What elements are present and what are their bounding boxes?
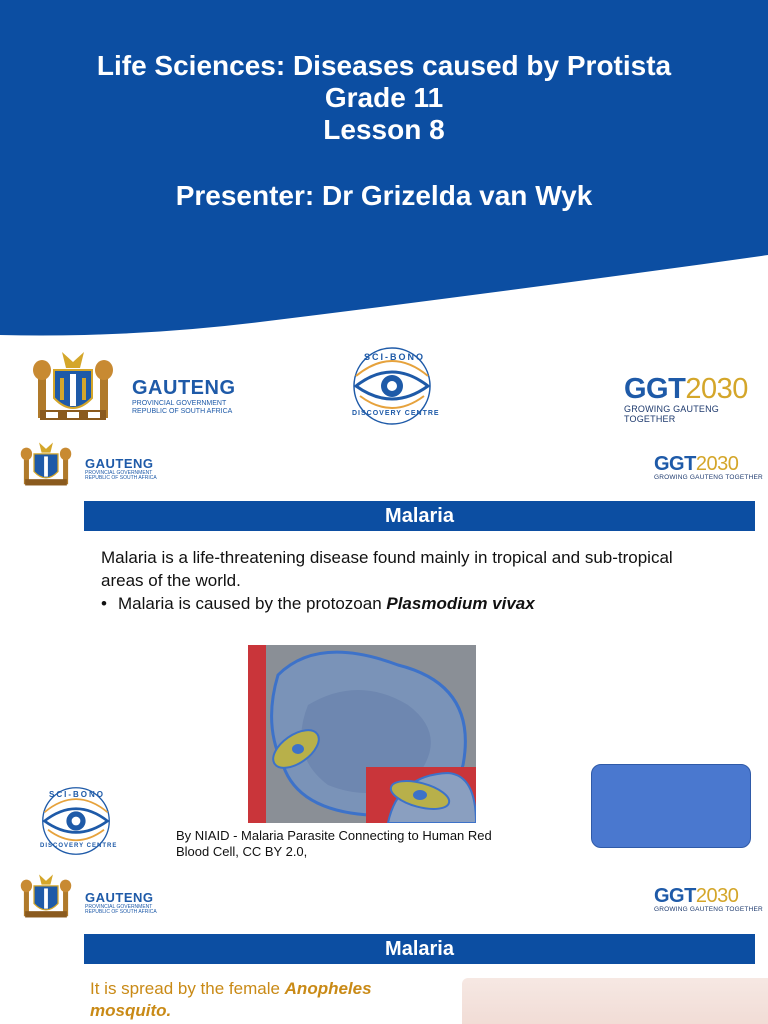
scibono-top-text: SCI-BONO (49, 790, 105, 799)
caption-line-2: Blood Cell, CC BY 2.0, (176, 844, 308, 859)
title-line-2: Grade 11 (324, 82, 444, 113)
ggt-year: 2030 (695, 885, 739, 907)
ggt2030-logo (624, 374, 764, 424)
title-slide (0, 0, 768, 440)
malaria-parasite-illustration (248, 645, 476, 823)
image-caption (176, 828, 536, 860)
title-line-1: Life Sciences: Diseases caused by Protista (96, 50, 672, 81)
spread-emphasis: Anopheles mosquito. (90, 979, 372, 1020)
scibono-bottom-text: DISCOVERY CENTRE (352, 410, 440, 417)
gauteng-logo (24, 348, 244, 424)
ggt-brand: GGT (654, 885, 696, 907)
presenter-name: Presenter: Dr Grizelda van Wyk (175, 180, 593, 211)
mosquito-image (462, 978, 768, 1024)
ggt-brand: GGT (654, 453, 696, 475)
ggt-tagline: GROWING GAUTENG TOGETHER (654, 906, 763, 913)
malaria-slide-2 (0, 870, 768, 1024)
intro-paragraph: Malaria is a life-threatening disease found mainly in tropical and sub-tropical areas of the world. (101, 548, 673, 590)
ggt-year: 2030 (685, 373, 748, 405)
gauteng-subtitle-2: REPUBLIC OF SOUTH AFRICA (132, 408, 233, 415)
ggt-wordmark (624, 374, 764, 404)
gauteng-subtitle-1: PROVINCIAL GOVERNMENT (85, 904, 153, 910)
gauteng-wordmark: GAUTENG (132, 377, 236, 399)
gauteng-logo (14, 440, 174, 488)
spread-prefix: It is spread by the female (90, 979, 285, 998)
scibono-top-text: SCI-BONO (364, 352, 425, 362)
scibono-logo (24, 786, 128, 856)
ggt2030-logo (654, 454, 764, 481)
slide-heading: Malaria (84, 501, 755, 531)
scibono-bottom-text: DISCOVERY CENTRE (40, 843, 118, 849)
caption-line-1: By NIAID - Malaria Parasite Connecting to Human Red (176, 828, 492, 843)
ggt-wordmark (654, 454, 764, 474)
coat-of-arms-icon (14, 440, 78, 488)
ggt-brand: GGT (624, 373, 686, 405)
ggt-tagline: GROWING GAUTENG TOGETHER (654, 474, 763, 481)
ggt2030-logo (654, 886, 764, 913)
title-line-3: Lesson 8 (323, 114, 445, 145)
bullet-text (118, 592, 535, 615)
ggt-tagline: GROWING GAUTENG TOGETHER (624, 404, 719, 424)
spread-text (90, 978, 430, 1022)
slide-body (101, 546, 701, 615)
slide-heading: Malaria (84, 934, 755, 964)
gauteng-subtitle-1: PROVINCIAL GOVERNMENT (85, 470, 153, 476)
ggt-year: 2030 (695, 453, 739, 475)
logo-row (0, 346, 768, 426)
bullet-item (101, 592, 701, 615)
malaria-slide-1 (0, 440, 768, 870)
gauteng-subtitle-2: REPUBLIC OF SOUTH AFRICA (85, 475, 157, 481)
coat-of-arms-icon (14, 872, 78, 920)
blue-shape (591, 764, 751, 848)
gauteng-subtitle-2: REPUBLIC OF SOUTH AFRICA (85, 909, 157, 915)
ggt-wordmark (654, 886, 764, 906)
bullet-icon: • (101, 594, 107, 613)
bullet-prefix: Malaria is caused by the protozoan (118, 594, 387, 613)
title-block (0, 50, 768, 212)
gauteng-wordmark: GAUTENG (85, 456, 154, 471)
malaria-parasite-image (248, 645, 476, 823)
scibono-logo (334, 346, 450, 426)
gauteng-subtitle-1: PROVINCIAL GOVERNMENT (132, 400, 227, 407)
coat-of-arms-icon (24, 348, 122, 424)
bullet-emphasis: Plasmodium vivax (386, 594, 535, 613)
gauteng-wordmark: GAUTENG (85, 890, 154, 905)
gauteng-logo (14, 872, 174, 920)
